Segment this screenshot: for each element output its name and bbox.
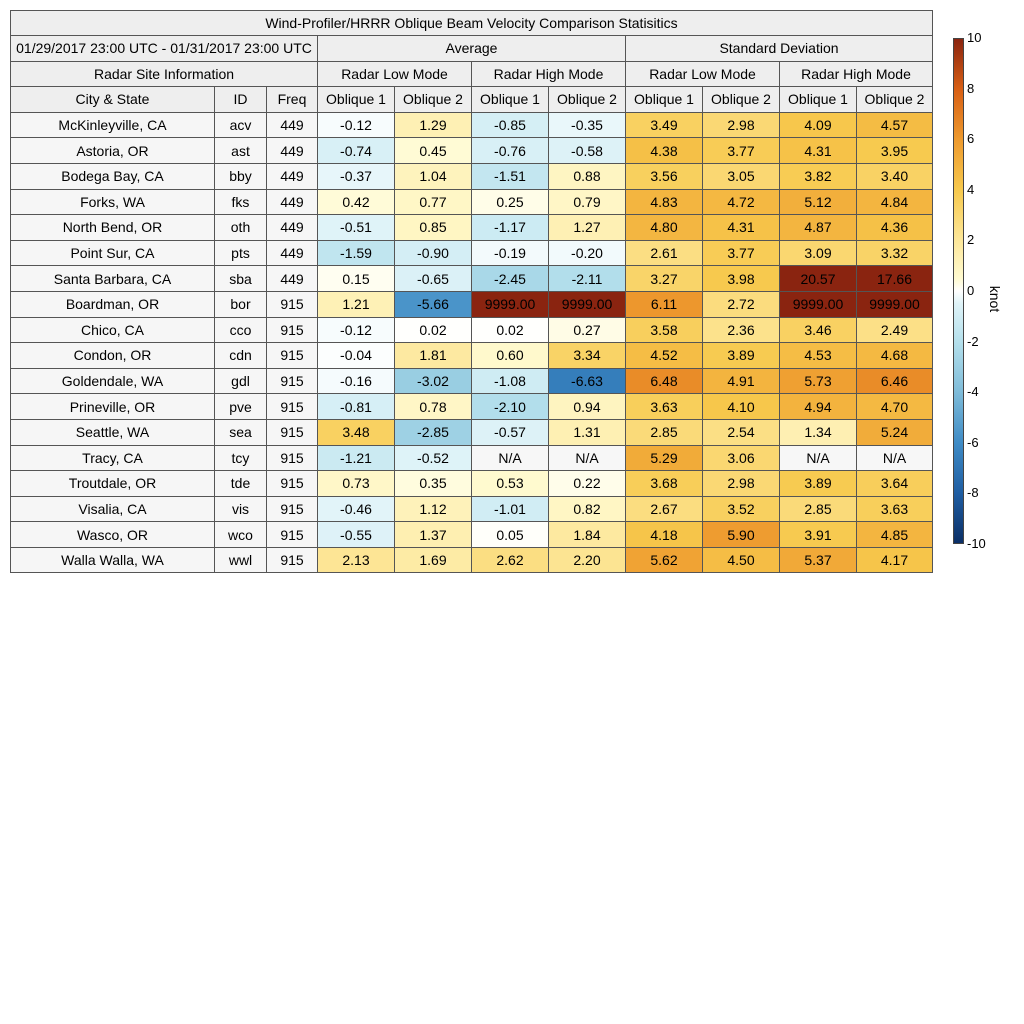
heatmap-cell: -0.35 [549,112,626,138]
heatmap-cell: 0.02 [472,317,549,343]
site-id: ast [215,138,267,164]
std-low-mode-header: Radar Low Mode [626,61,780,87]
heatmap-cell: 9999.00 [472,291,549,317]
heatmap-cell: 2.13 [318,547,395,573]
heatmap-cell: 3.89 [780,471,857,497]
table-row [11,317,933,343]
heatmap-cell: -0.16 [318,368,395,394]
heatmap-cell: 4.68 [857,343,933,369]
heatmap-cell: 1.81 [395,343,472,369]
site-city: Prineville, OR [11,394,215,420]
colorbar [953,38,964,544]
heatmap-cell: 4.53 [780,343,857,369]
heatmap-cell: 3.27 [626,266,703,292]
heatmap-cell: 4.50 [703,547,780,573]
site-freq: 915 [267,317,318,343]
heatmap-cell: 0.53 [472,471,549,497]
heatmap-cell: 4.38 [626,138,703,164]
heatmap-cell: -6.63 [549,368,626,394]
site-freq: 915 [267,522,318,548]
site-freq: 449 [267,215,318,241]
heatmap-cell: 4.36 [857,215,933,241]
heatmap-cell: 2.67 [626,496,703,522]
site-freq: 449 [267,112,318,138]
avg-low-mode-header: Radar Low Mode [318,61,472,87]
site-id: cco [215,317,267,343]
heatmap-cell: -0.90 [395,240,472,266]
heatmap-cell: -0.19 [472,240,549,266]
heatmap-cell: 3.63 [626,394,703,420]
site-city: Boardman, OR [11,291,215,317]
table-row [11,266,933,292]
heatmap-cell: 4.70 [857,394,933,420]
site-city: Seattle, WA [11,419,215,445]
heatmap-cell: 17.66 [857,266,933,292]
colorbar-label: knot [987,285,1004,313]
table-row [11,189,933,215]
table-row [11,163,933,189]
heatmap-cell: -0.74 [318,138,395,164]
heatmap-cell: 3.58 [626,317,703,343]
site-freq: 915 [267,291,318,317]
heatmap-cell: -3.02 [395,368,472,394]
site-id: pve [215,394,267,420]
heatmap-cell: 3.05 [703,163,780,189]
heatmap-cell: 5.24 [857,419,933,445]
heatmap-cell: -0.12 [318,317,395,343]
site-city: Santa Barbara, CA [11,266,215,292]
heatmap-cell: 1.27 [549,215,626,241]
heatmap-cell: -1.59 [318,240,395,266]
heatmap-cell: 3.77 [703,138,780,164]
heatmap-cell: 1.84 [549,522,626,548]
heatmap-cell: -1.17 [472,215,549,241]
std-dev-group-header: Standard Deviation [626,36,933,62]
avg-high-mode-header: Radar High Mode [472,61,626,87]
heatmap-cell: 3.32 [857,240,933,266]
site-id: fks [215,189,267,215]
heatmap-cell: -1.08 [472,368,549,394]
site-id: acv [215,112,267,138]
std-low-oblique1-header: Oblique 1 [626,87,703,113]
table-title: Wind-Profiler/HRRR Oblique Beam Velocity Comparison Statisitics [11,11,933,36]
heatmap-cell: -2.85 [395,419,472,445]
heatmap-cell: -0.04 [318,343,395,369]
freq-header: Freq [267,87,318,113]
table-row [11,496,933,522]
table-row [11,419,933,445]
heatmap-cell: -0.20 [549,240,626,266]
heatmap-cell: 5.29 [626,445,703,471]
heatmap-cell: -0.65 [395,266,472,292]
site-city: Goldendale, WA [11,368,215,394]
table-row [11,471,933,497]
heatmap-cell: 3.49 [626,112,703,138]
heatmap-cell: 9999.00 [549,291,626,317]
heatmap-cell: 1.34 [780,419,857,445]
site-freq: 449 [267,189,318,215]
heatmap-cell: 2.72 [703,291,780,317]
site-city: Condon, OR [11,343,215,369]
heatmap-cell: 3.91 [780,522,857,548]
heatmap-cell: -0.37 [318,163,395,189]
heatmap-cell: 5.12 [780,189,857,215]
heatmap-cell: -1.51 [472,163,549,189]
heatmap-cell: 0.94 [549,394,626,420]
heatmap-cell: 0.73 [318,471,395,497]
site-city: Wasco, OR [11,522,215,548]
heatmap-cell: -0.85 [472,112,549,138]
site-freq: 915 [267,471,318,497]
heatmap-cell: 3.06 [703,445,780,471]
heatmap-cell: -0.46 [318,496,395,522]
heatmap-cell: 4.18 [626,522,703,548]
heatmap-cell: 0.02 [395,317,472,343]
heatmap-cell: 3.63 [857,496,933,522]
heatmap-cell: 3.64 [857,471,933,497]
heatmap-cell: 2.85 [626,419,703,445]
heatmap-cell: 3.56 [626,163,703,189]
colorbar-tick-label: -8 [967,485,979,501]
heatmap-cell: 0.60 [472,343,549,369]
heatmap-cell: 2.98 [703,112,780,138]
heatmap-cell: 2.85 [780,496,857,522]
site-id: oth [215,215,267,241]
heatmap-cell: 1.21 [318,291,395,317]
heatmap-cell: 1.69 [395,547,472,573]
statistics-table [10,10,933,573]
heatmap-cell: -5.66 [395,291,472,317]
heatmap-cell: -0.76 [472,138,549,164]
heatmap-cell: N/A [780,445,857,471]
heatmap-cell: 3.82 [780,163,857,189]
heatmap-cell: -0.55 [318,522,395,548]
heatmap-cell: 9999.00 [780,291,857,317]
heatmap-cell: N/A [857,445,933,471]
site-freq: 449 [267,163,318,189]
heatmap-cell: 3.34 [549,343,626,369]
site-id: tcy [215,445,267,471]
heatmap-cell: -2.10 [472,394,549,420]
heatmap-cell: 3.46 [780,317,857,343]
site-id: wwl [215,547,267,573]
site-city: Tracy, CA [11,445,215,471]
colorbar-tick-label: 10 [967,30,982,45]
heatmap-cell: 0.77 [395,189,472,215]
site-freq: 915 [267,445,318,471]
id-header: ID [215,87,267,113]
heatmap-cell: -0.81 [318,394,395,420]
table-row [11,112,933,138]
heatmap-cell: -1.21 [318,445,395,471]
std-high-mode-header: Radar High Mode [780,61,933,87]
radar-site-info-header: Radar Site Information [11,61,318,87]
site-freq: 915 [267,496,318,522]
heatmap-cell: 0.79 [549,189,626,215]
table-row [11,138,933,164]
site-id: bor [215,291,267,317]
site-city: North Bend, OR [11,215,215,241]
heatmap-cell: 0.82 [549,496,626,522]
heatmap-cell: 6.48 [626,368,703,394]
heatmap-cell: 2.98 [703,471,780,497]
site-city: Forks, WA [11,189,215,215]
avg-high-oblique2-header: Oblique 2 [549,87,626,113]
heatmap-cell: N/A [472,445,549,471]
site-city: Chico, CA [11,317,215,343]
heatmap-cell: -2.45 [472,266,549,292]
heatmap-cell: -0.57 [472,419,549,445]
heatmap-cell: 5.62 [626,547,703,573]
heatmap-cell: 4.80 [626,215,703,241]
table-row [11,522,933,548]
site-id: sea [215,419,267,445]
heatmap-cell: -0.12 [318,112,395,138]
heatmap-cell: 4.10 [703,394,780,420]
site-freq: 915 [267,368,318,394]
site-freq: 915 [267,343,318,369]
heatmap-cell: 5.90 [703,522,780,548]
site-freq: 915 [267,394,318,420]
city-state-header: City & State [11,87,215,113]
heatmap-cell: 4.85 [857,522,933,548]
heatmap-cell: 2.49 [857,317,933,343]
colorbar-tick-label: -6 [967,434,979,450]
heatmap-cell: 5.73 [780,368,857,394]
date-range: 01/29/2017 23:00 UTC - 01/31/2017 23:00 UTC [11,36,318,62]
site-id: bby [215,163,267,189]
table-row [11,445,933,471]
heatmap-cell: 3.89 [703,343,780,369]
heatmap-cell: 2.20 [549,547,626,573]
table-row [11,368,933,394]
table-row [11,394,933,420]
heatmap-cell: 1.04 [395,163,472,189]
site-city: Point Sur, CA [11,240,215,266]
heatmap-cell: 6.46 [857,368,933,394]
heatmap-cell: 4.31 [780,138,857,164]
heatmap-cell: 0.42 [318,189,395,215]
heatmap-cell: 20.57 [780,266,857,292]
site-city: Walla Walla, WA [11,547,215,573]
heatmap-cell: -0.51 [318,215,395,241]
heatmap-cell: 0.88 [549,163,626,189]
heatmap-cell: 0.22 [549,471,626,497]
site-id: sba [215,266,267,292]
colorbar-tick-label: -10 [967,536,986,551]
std-high-oblique1-header: Oblique 1 [780,87,857,113]
heatmap-cell: 3.48 [318,419,395,445]
colorbar-tick-label: 2 [967,232,975,248]
site-id: cdn [215,343,267,369]
heatmap-cell: 3.98 [703,266,780,292]
avg-high-oblique1-header: Oblique 1 [472,87,549,113]
colorbar-tick-label: 4 [967,181,975,197]
table-row [11,240,933,266]
heatmap-cell: 4.91 [703,368,780,394]
site-city: McKinleyville, CA [11,112,215,138]
table-row [11,547,933,573]
heatmap-cell: 0.25 [472,189,549,215]
heatmap-cell: 4.31 [703,215,780,241]
heatmap-cell: 0.85 [395,215,472,241]
heatmap-cell: 1.29 [395,112,472,138]
heatmap-cell: 0.45 [395,138,472,164]
heatmap-cell: 4.83 [626,189,703,215]
heatmap-cell: -1.01 [472,496,549,522]
site-freq: 915 [267,419,318,445]
heatmap-cell: -0.58 [549,138,626,164]
colorbar-tick-label: -2 [967,333,979,349]
site-city: Troutdale, OR [11,471,215,497]
site-freq: 915 [267,547,318,573]
heatmap-cell: 9999.00 [857,291,933,317]
site-city: Bodega Bay, CA [11,163,215,189]
heatmap-cell: -0.52 [395,445,472,471]
heatmap-cell: 3.52 [703,496,780,522]
table-row [11,215,933,241]
avg-low-oblique1-header: Oblique 1 [318,87,395,113]
table-row [11,343,933,369]
colorbar-tick-label: 6 [967,131,975,147]
site-id: wco [215,522,267,548]
heatmap-cell: 4.84 [857,189,933,215]
site-freq: 449 [267,138,318,164]
heatmap-cell: 2.36 [703,317,780,343]
heatmap-cell: 0.78 [395,394,472,420]
heatmap-cell: 4.09 [780,112,857,138]
heatmap-cell: 6.11 [626,291,703,317]
heatmap-cell: 5.37 [780,547,857,573]
heatmap-cell: 3.95 [857,138,933,164]
heatmap-cell: 4.72 [703,189,780,215]
heatmap-cell: 4.17 [857,547,933,573]
std-low-oblique2-header: Oblique 2 [703,87,780,113]
heatmap-cell: 4.57 [857,112,933,138]
avg-low-oblique2-header: Oblique 2 [395,87,472,113]
heatmap-cell: 4.52 [626,343,703,369]
heatmap-cell: 0.35 [395,471,472,497]
colorbar-tick-label: -4 [967,384,979,400]
site-id: pts [215,240,267,266]
colorbar-tick-label: 0 [967,283,975,298]
colorbar-tick-label: 8 [967,80,975,96]
site-freq: 449 [267,266,318,292]
heatmap-cell: 3.68 [626,471,703,497]
site-id: gdl [215,368,267,394]
site-id: tde [215,471,267,497]
heatmap-cell: 0.15 [318,266,395,292]
heatmap-cell: 1.37 [395,522,472,548]
heatmap-cell: 2.62 [472,547,549,573]
site-city: Visalia, CA [11,496,215,522]
heatmap-cell: -2.11 [549,266,626,292]
heatmap-cell: 3.09 [780,240,857,266]
heatmap-cell: 3.77 [703,240,780,266]
std-high-oblique2-header: Oblique 2 [857,87,933,113]
site-id: vis [215,496,267,522]
heatmap-cell: 4.94 [780,394,857,420]
heatmap-cell: 0.27 [549,317,626,343]
table-row [11,291,933,317]
heatmap-cell: 2.54 [703,419,780,445]
heatmap-cell: 4.87 [780,215,857,241]
heatmap-cell: 0.05 [472,522,549,548]
heatmap-cell: N/A [549,445,626,471]
average-group-header: Average [318,36,626,62]
site-freq: 449 [267,240,318,266]
site-city: Astoria, OR [11,138,215,164]
heatmap-cell: 1.31 [549,419,626,445]
heatmap-cell: 1.12 [395,496,472,522]
heatmap-cell: 2.61 [626,240,703,266]
heatmap-cell: 3.40 [857,163,933,189]
